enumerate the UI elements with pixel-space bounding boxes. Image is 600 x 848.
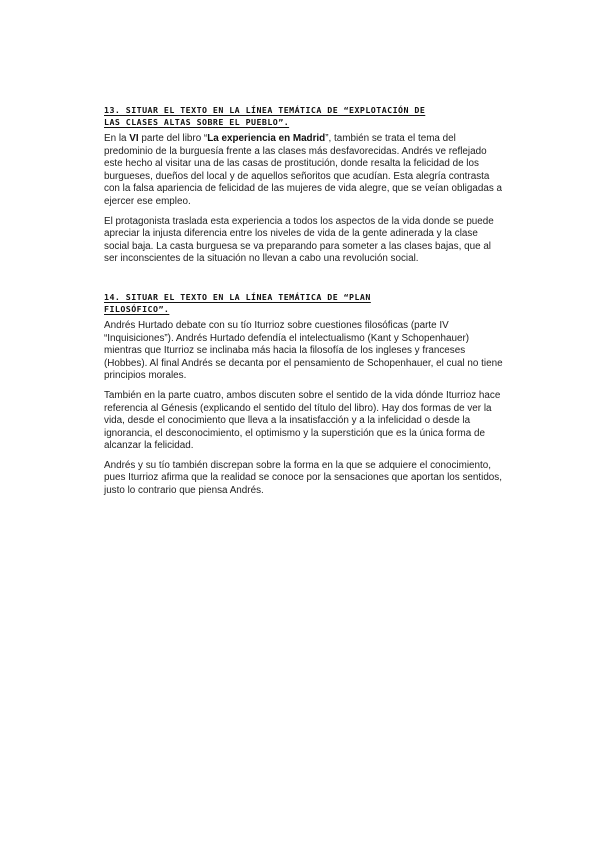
section-14-heading-line2: FILOSÓFICO”.: [104, 303, 170, 314]
section-13-p1-bold-chapter-title: La experiencia en Madrid: [207, 133, 326, 144]
section-14: [104, 291, 504, 498]
section-13-p1-text-2: parte del libro “: [138, 133, 208, 144]
section-13-p1-text-1: En la: [104, 133, 130, 144]
section-14-paragraph-1: Andrés Hurtado debate con su tío Iturrioz sobre cuestiones filosóficas (parte IV “Inquisiciones”). Andrés Hurtado defendía el intelectualismo (Kant y Schopenhauer) mientras que Iturrioz se inclinaba más hacia la filosofía de los ingleses y franceses (Hobbes). Al final Andrés se decanta por el pensamiento de Schopenhauer, el cual no tiene principios morales.: [104, 319, 503, 382]
section-14-paragraph-3: Andrés y su tío también discrepan sobre la forma en la que se adquiere el conocimiento, pues Iturrioz afirma que la realidad se conoce por la sensaciones que aportan los sentidos, justo lo contrario que piensa Andrés.: [104, 459, 502, 497]
section-13-paragraph-1: [104, 133, 504, 209]
section-spacer: [104, 266, 504, 291]
document-content: [104, 104, 504, 498]
section-13-p1-text-3: ”, también se trata el tema del predominio de la burguesía frente a las clases más desfavorecidas. Andrés ve reflejado este hecho al visitar una de las casas de prostitución, donde resalta la felicidad de los burgueses, dueños del local y de aquellos señoritos que acudían. Esta alegría contrasta con la falsa apariencia de felicidad de las mujeres de vida alegre, que se veían obligadas a ejercer ese empleo.: [104, 133, 502, 207]
section-14-heading-line1: 14. SITUAR EL TEXTO EN LA LÍNEA TEMÁTICA DE “PLAN: [104, 291, 371, 302]
section-13: [104, 104, 504, 266]
section-13-p1-bold-part-number: VI: [129, 133, 139, 144]
section-13-paragraph-2: El protagonista traslada esta experiencia a todos los aspectos de la vida donde se puede apreciar la injusta diferencia entre los niveles de vida de la gente adinerada y la clase social baja. La casta burguesa se va preparando para someter a las clases bajas, que al ser inconscientes de la situación no llevan a cabo una revolución social.: [104, 215, 494, 265]
section-13-heading-line2: LAS CLASES ALTAS SOBRE EL PUEBLO”.: [104, 117, 290, 127]
section-13-heading: [104, 104, 504, 128]
section-14-paragraph-2: También en la parte cuatro, ambos discuten sobre el sentido de la vida dónde Iturrioz hace referencia al Génesis (explicando el sentido del título del libro). Hay dos formas de ver la vida, desde el conocimiento que lleva a la insatisfacción y a la infelicidad o desde la ignorancia, el desconocimiento, el optimismo y la superstición que es la única forma de alcanzar la felicidad.: [104, 389, 501, 452]
section-14-heading: [104, 291, 504, 315]
section-13-heading-line1: 13. SITUAR EL TEXTO EN LA LÍNEA TEMÁTICA DE “EXPLOTACIÓN DE: [104, 105, 426, 115]
